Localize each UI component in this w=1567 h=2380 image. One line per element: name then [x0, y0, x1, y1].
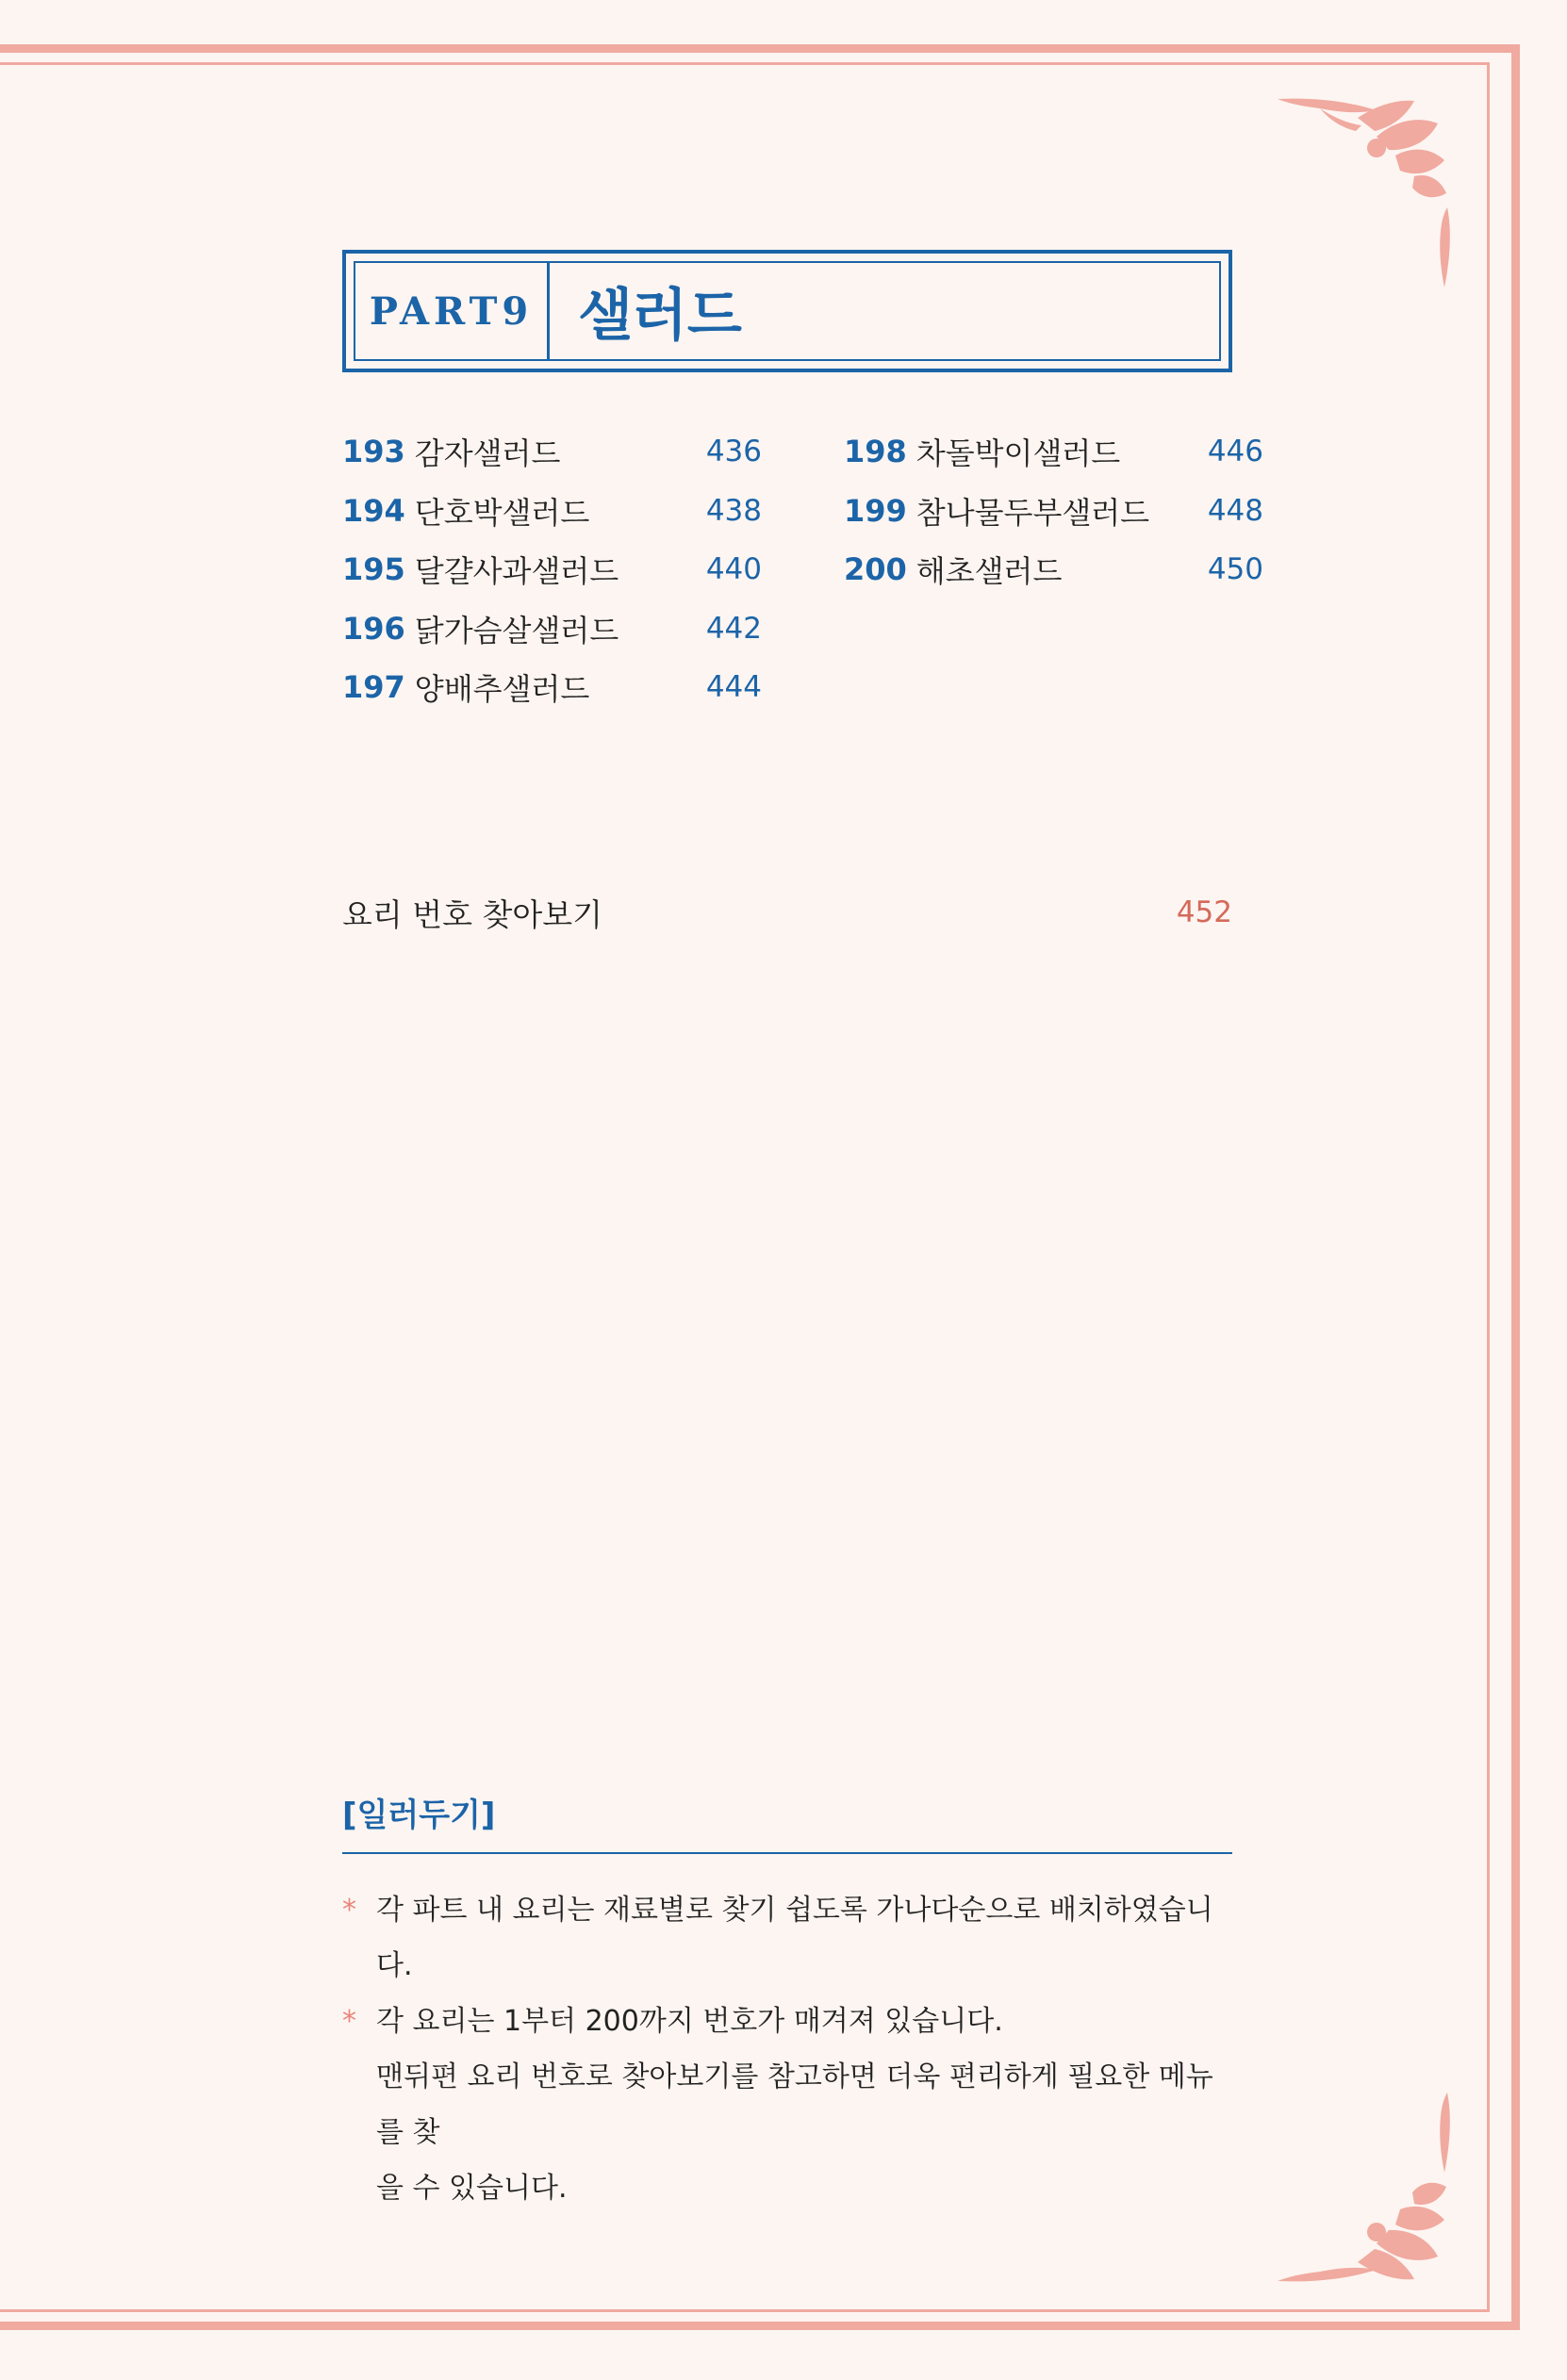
note-item: [342, 1882, 1232, 1994]
toc-entry[interactable]: [844, 482, 1263, 541]
note-item: [342, 1994, 1232, 2216]
note-text: 각 파트 내 요리는 재료별로 찾기 쉽도록 가나다순으로 배치하였습니다.: [376, 1894, 1213, 1982]
recipe-index-page: 452: [1176, 895, 1232, 929]
toc-entry[interactable]: [342, 599, 762, 659]
toc-entry-title: 단호박샐러드: [414, 494, 590, 531]
part-header-box: [342, 250, 1232, 372]
note-text: 각 요리는 1부터 200까지 번호가 매겨져 있습니다. 맨뒤편 요리 번호로 찾아보기를 참고하면 더욱 편리하게 필요한 메뉴를 찾 을 수 있습니다.: [376, 2005, 1213, 2205]
toc-entry-page: 440: [705, 552, 762, 587]
toc-entry[interactable]: [342, 540, 762, 599]
part-title: 샐러드: [578, 283, 742, 349]
corner-ornament-top-right: [1263, 90, 1480, 297]
toc-entry-page: 446: [1207, 435, 1263, 469]
toc-entry-page: 436: [705, 435, 762, 469]
part-number-label: PART9: [355, 263, 550, 359]
toc-entry-number: 193: [342, 434, 405, 470]
toc-entry-page: 444: [705, 670, 762, 705]
part-header-inner: [354, 261, 1221, 361]
toc-entry[interactable]: [844, 540, 1263, 599]
toc-entry-page: 450: [1207, 552, 1263, 587]
toc-entry-number: 195: [342, 551, 405, 588]
asterisk-icon: *: [342, 2005, 356, 2038]
toc-column-right: [844, 422, 1263, 599]
notes-heading: [일러두기]: [342, 1797, 496, 1834]
toc-entry-number: 198: [844, 434, 907, 470]
toc-entry-number: 197: [342, 669, 405, 706]
toc-entry[interactable]: [342, 482, 762, 541]
toc-entry[interactable]: [844, 422, 1263, 482]
toc-entry-title: 감자샐러드: [414, 435, 561, 472]
toc-entry-page: 438: [705, 493, 762, 528]
corner-ornament-bottom-right: [1263, 2083, 1480, 2290]
notes-divider: [342, 1852, 1232, 1854]
toc-entry-page: 448: [1207, 493, 1263, 528]
recipe-index-label: 요리 번호 찾아보기: [342, 895, 603, 933]
toc-entry[interactable]: [342, 422, 762, 482]
toc-entry-page: 442: [705, 611, 762, 646]
notes-list: [342, 1882, 1232, 2216]
toc-entry-title: 닭가슴살샐러드: [414, 612, 619, 648]
recipe-index-link[interactable]: [342, 886, 1232, 939]
toc-entry-number: 196: [342, 610, 405, 647]
toc-entry-title: 해초샐러드: [915, 553, 1063, 590]
toc-entry-title: 양배추샐러드: [414, 671, 590, 708]
toc-entry-number: 199: [844, 492, 907, 529]
toc-entry-title: 차돌박이샐러드: [915, 435, 1121, 472]
toc-entry[interactable]: [342, 658, 762, 717]
toc-entry-title: 참나물두부샐러드: [915, 494, 1150, 531]
toc-entry-title: 달걀사과샐러드: [414, 553, 619, 590]
toc-entry-number: 200: [844, 551, 907, 588]
asterisk-icon: *: [342, 1894, 356, 1927]
toc-column-left: [342, 422, 762, 717]
toc-entry-number: 194: [342, 492, 405, 529]
